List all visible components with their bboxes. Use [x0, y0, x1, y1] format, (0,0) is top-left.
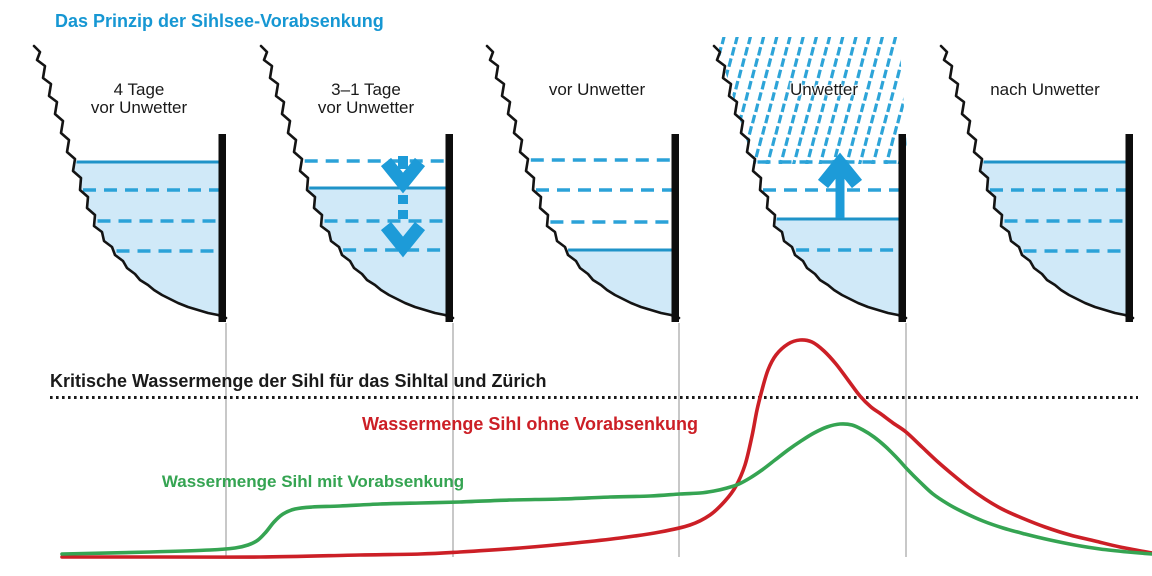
- panel-label-before-storm: [549, 81, 645, 99]
- rain-pattern: [707, 35, 914, 168]
- panel-label-storm: [790, 81, 858, 99]
- water-fill: [307, 188, 453, 318]
- panel-label-line2: vor Unwetter: [90, 98, 188, 117]
- panel-label-3-1-days-before: [318, 81, 414, 117]
- dam: [446, 134, 454, 322]
- panel-label-line1: vor Unwetter: [548, 80, 646, 99]
- water-fill: [980, 162, 1133, 318]
- water-fill: [774, 219, 906, 318]
- panel-label-line1: Unwetter: [789, 80, 859, 99]
- panel-label-line2: vor Unwetter: [317, 98, 415, 117]
- dam: [672, 134, 680, 322]
- lake-panel: [707, 35, 914, 322]
- water-fill: [73, 162, 226, 318]
- panel-label-line1: 4 Tage: [113, 80, 165, 99]
- critical-water-amount-label: Kritische Wassermenge der Sihl für das Sihltal und Zürich: [50, 371, 547, 391]
- water-fill: [566, 250, 679, 318]
- dam: [219, 134, 227, 322]
- panel-label-line1: nach Unwetter: [990, 80, 1100, 99]
- curve-label-with-lowering: Wassermenge Sihl mit Vorabsenkung: [161, 472, 465, 491]
- dam: [899, 134, 907, 322]
- curve-label-without-lowering: Wassermenge Sihl ohne Vorabsenkung: [361, 414, 699, 434]
- dam: [1126, 134, 1134, 322]
- page-title: Das Prinzip der Sihlsee-Vorabsenkung: [55, 11, 384, 31]
- panel-label-after-storm: [990, 81, 1100, 99]
- panel-label-line1: 3–1 Tage: [331, 80, 401, 99]
- panel-label-4-days-before: [91, 81, 187, 117]
